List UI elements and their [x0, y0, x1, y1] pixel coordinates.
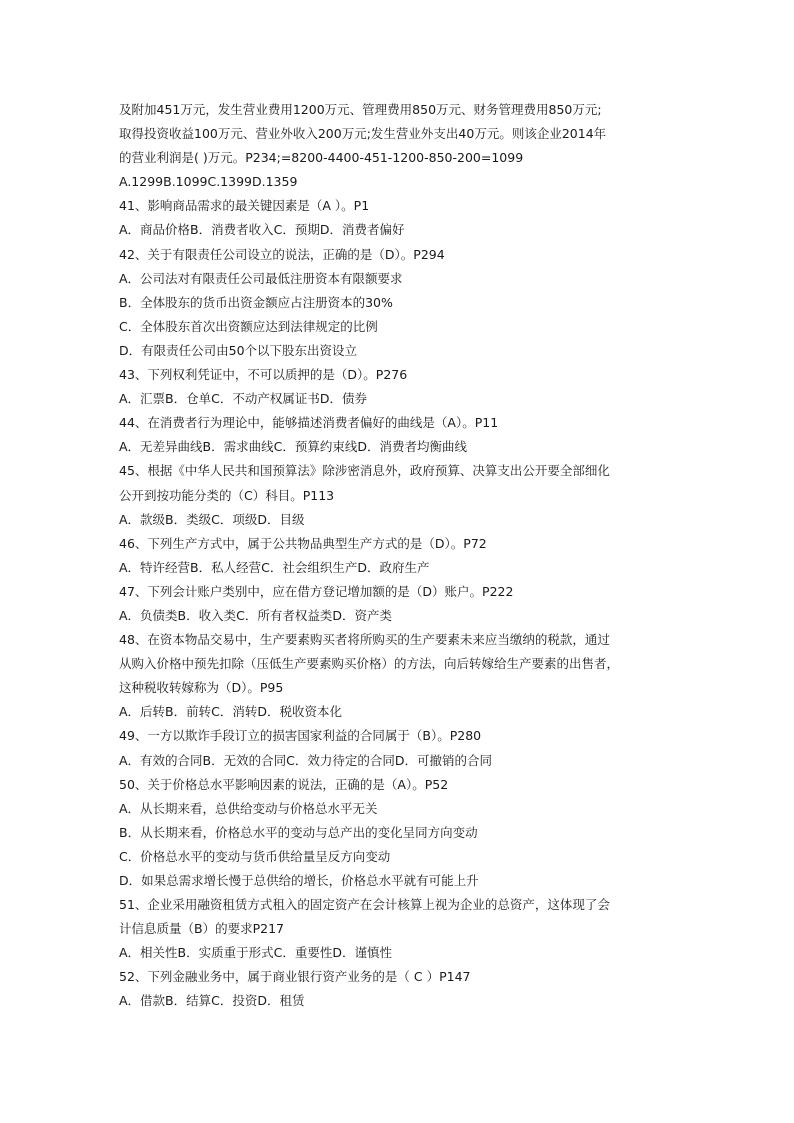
question-48: 48、在资本物品交易中，生产要素购买者将所购买的生产要素未来应当缴纳的税款，通过	[119, 632, 610, 648]
text-line: 的营业利润是( )万元。P234;=8200-4400-451-1200-850-200=1099	[119, 150, 524, 166]
answer-option: D．有限责任公司由50个以下股东出资设立	[119, 342, 358, 358]
question-44: 44、在消费者行为理论中，能够描述消费者偏好的曲线是（A）。P11	[119, 415, 499, 431]
answer-options: A.1299B.1099C.1399D.1359	[119, 174, 298, 190]
question-46: 46、下列生产方式中，属于公共物品典型生产方式的是（D）。P72	[119, 535, 487, 551]
text-line: 从购入价格中预先扣除（压低生产要素购买价格）的方法，向后转嫁给生产要素的出售者，	[119, 656, 620, 672]
answer-option: D．如果总需求增长慢于总供给的增长，价格总水平就有可能上升	[119, 873, 479, 888]
question-47: 47、下列会计账户类别中，应在借方登记增加额的是（D）账户。P222	[119, 583, 514, 599]
document-body	[119, 98, 679, 1014]
text-line: 及附加451万元，发生营业费用1200万元、管理费用850万元、财务管理费用850万元;	[119, 102, 602, 117]
answer-options: A．汇票B．仓单C．不动产权属证书D．债券	[119, 391, 367, 407]
answer-options: A．特许经营B．私人经营C．社会组织生产D．政府生产	[119, 559, 430, 575]
answer-options: A．商品价格B．消费者收入C．预期D．消费者偏好	[119, 222, 405, 238]
question-42: 42、关于有限责任公司设立的说法，正确的是（D）。P294	[119, 246, 445, 262]
answer-option: A．从长期来看，总供给变动与价格总水平无关	[119, 800, 378, 816]
answer-option: A．公司法对有限责任公司最低注册资本有限额要求	[119, 270, 403, 286]
answer-options: A．有效的合同B．无效的合同C．效力待定的合同D．可撤销的合同	[119, 752, 492, 768]
answer-options: A．负债类B．收入类C．所有者权益类D．资产类	[119, 607, 392, 623]
answer-option: B．从长期来看，价格总水平的变动与总产出的变化呈同方向变动	[119, 824, 478, 840]
text-line: 取得投资收益100万元、营业外收入200万元;发生营业外支出40万元。则该企业2014年	[119, 126, 607, 142]
text-line: 公开到按功能分类的（C）科目。P113	[119, 487, 335, 503]
answer-options: A．款级B．类级C．项级D．目级	[119, 511, 305, 527]
answer-options: A．无差异曲线B．需求曲线C．预算约束线D．消费者均衡曲线	[119, 439, 467, 455]
question-51: 51、企业采用融资租赁方式租入的固定资产在会计核算上视为企业的总资产，这体现了会	[119, 897, 610, 913]
question-49: 49、一方以欺诈手段订立的损害国家利益的合同属于（B）。P280	[119, 728, 482, 744]
question-50: 50、关于价格总水平影响因素的说法，正确的是（A）。P52	[119, 776, 449, 792]
question-52: 52、下列金融业务中，属于商业银行资产业务的是（ C ）P147	[119, 969, 471, 985]
text-line: 这种税收转嫁称为（D）。P95	[119, 680, 284, 696]
question-45: 45、根据《中华人民共和国预算法》除涉密消息外，政府预算、决算支出公开要全部细化	[119, 463, 610, 479]
question-43: 43、下列权利凭证中，不可以质押的是（D）。P276	[119, 367, 408, 383]
answer-option: C．价格总水平的变动与货币供给量呈反方向变动	[119, 848, 391, 864]
answer-option: B．全体股东的货币出资金额应占注册资本的30%	[119, 294, 393, 310]
answer-options: A．借款B．结算C．投资D．租赁	[119, 993, 305, 1009]
question-41: 41、影响商品需求的最关键因素是（A ）。P1	[119, 198, 370, 214]
answer-option: C．全体股东首次出资额应达到法律规定的比例	[119, 318, 378, 334]
answer-options: A．后转B．前转C．消转D．税收资本化	[119, 704, 342, 720]
answer-options: A．相关性B．实质重于形式C．重要性D．谨慎性	[119, 945, 392, 961]
text-line: 计信息质量（B）的要求P217	[119, 921, 284, 937]
